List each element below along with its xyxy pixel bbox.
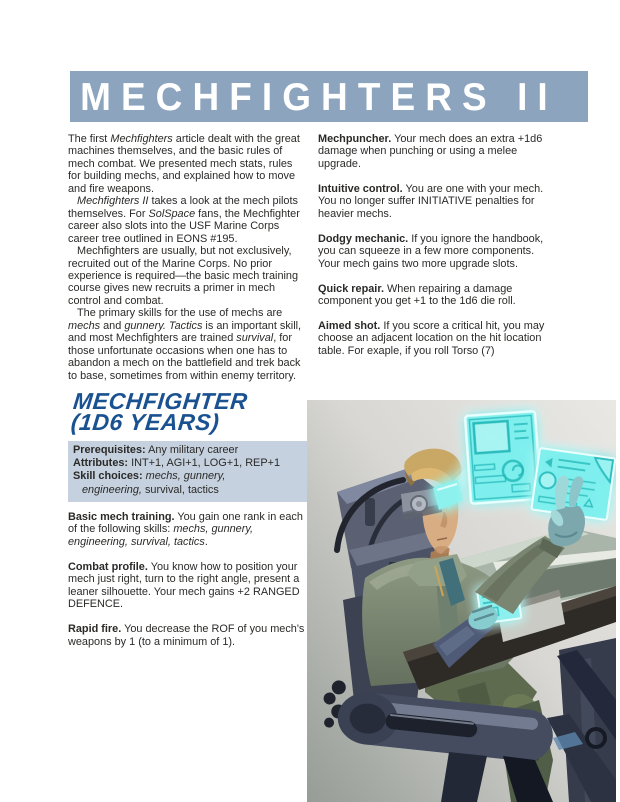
feature-paragraph: Combat profile. You know how to position your mech just right, turn to the right angle, present a leaner silhouette. Your mech gains +2 RANGED DEFENCE. [68, 560, 300, 611]
prerequisites-line: engineering, survival, tactics [82, 483, 219, 496]
feature-paragraph: Basic mech training. You gain one rank in each of the following skills: mechs, gunnery, engineering, survival, tactics. [68, 510, 303, 548]
hologram-panel-left [465, 411, 541, 504]
right-feature-list [318, 133, 558, 357]
feature-paragraph: Quick repair. When repairing a damage component you get +1 to the 1d6 die roll. [318, 282, 516, 308]
feature-paragraph: Mechpuncher. Your mech does an extra +1d6 damage when punching or using a melee upgrade. [318, 133, 543, 170]
prerequisites-line: Attributes: INT+1, AGI+1, LOG+1, REP+1 [73, 457, 281, 470]
left-feature-list [68, 511, 305, 648]
career-heading [69, 388, 309, 436]
prerequisites-box [68, 441, 308, 502]
feature-paragraph: Dodgy mechanic. If you ignore the handbook, you can squeeze in a few more components. Your mech gains two more upgrade slots. [318, 232, 544, 270]
career-heading-line2: (1D6 YEARS) [69, 409, 221, 436]
intro-paragraph: The first Mechfighters article dealt with the great machines themselves, and the basic rules of mech combat. We presented mech stats, rules for building mechs, and explained how to move and fire weapons. [68, 133, 300, 195]
intro-paragraphs [68, 133, 305, 382]
intro-paragraph: Mechfighters are usually, but not exclusively, recruited out of the Marine Corps. No prior experience is required—the basic mech training course gives new recruits a primer in mech control and combat. [68, 245, 299, 307]
feature-paragraph: Intuitive control. You are one with your mech. You no longer suffer INITIATIVE penalties for heavier mechs. [318, 182, 544, 220]
intro-paragraph: The primary skills for the use of mechs are mechs and gunnery. Tactics is an important skill, and most Mechfighters are trained survival, for those unfortunate occasions when one has to abandon a mech on the battlefield and trek back to base, sometimes from within enemy territory. [68, 307, 302, 382]
left-column [68, 133, 305, 660]
mech-pilot-artwork [307, 400, 616, 802]
article-title-banner [70, 71, 588, 122]
right-column [318, 133, 558, 370]
feature-paragraph: Rapid fire. You decrease the ROF of you mech's weapons by 1 (to a minimum of 1). [68, 623, 305, 648]
prerequisites-line: Prerequisites: Any military career [73, 444, 239, 457]
prerequisites-line: Skill choices: mechs, gunnery, [73, 470, 226, 483]
article-title: MECHFIGHTERS II [80, 74, 558, 119]
feature-paragraph: Aimed shot. If you score a critical hit, you may choose an adjacent location on the hit location table. For exaple, if you roll Torso (7) [318, 319, 545, 357]
career-heading-line1: MECHFIGHTER [71, 388, 249, 415]
intro-paragraph: Mechfighters II takes a look at the mech pilots themselves. For SolSpace fans, the Mechfighter career also slots into the USF Marine Corps career tree outlined in EONS #195. [68, 195, 300, 245]
illustration-mech-pilot [307, 400, 616, 802]
